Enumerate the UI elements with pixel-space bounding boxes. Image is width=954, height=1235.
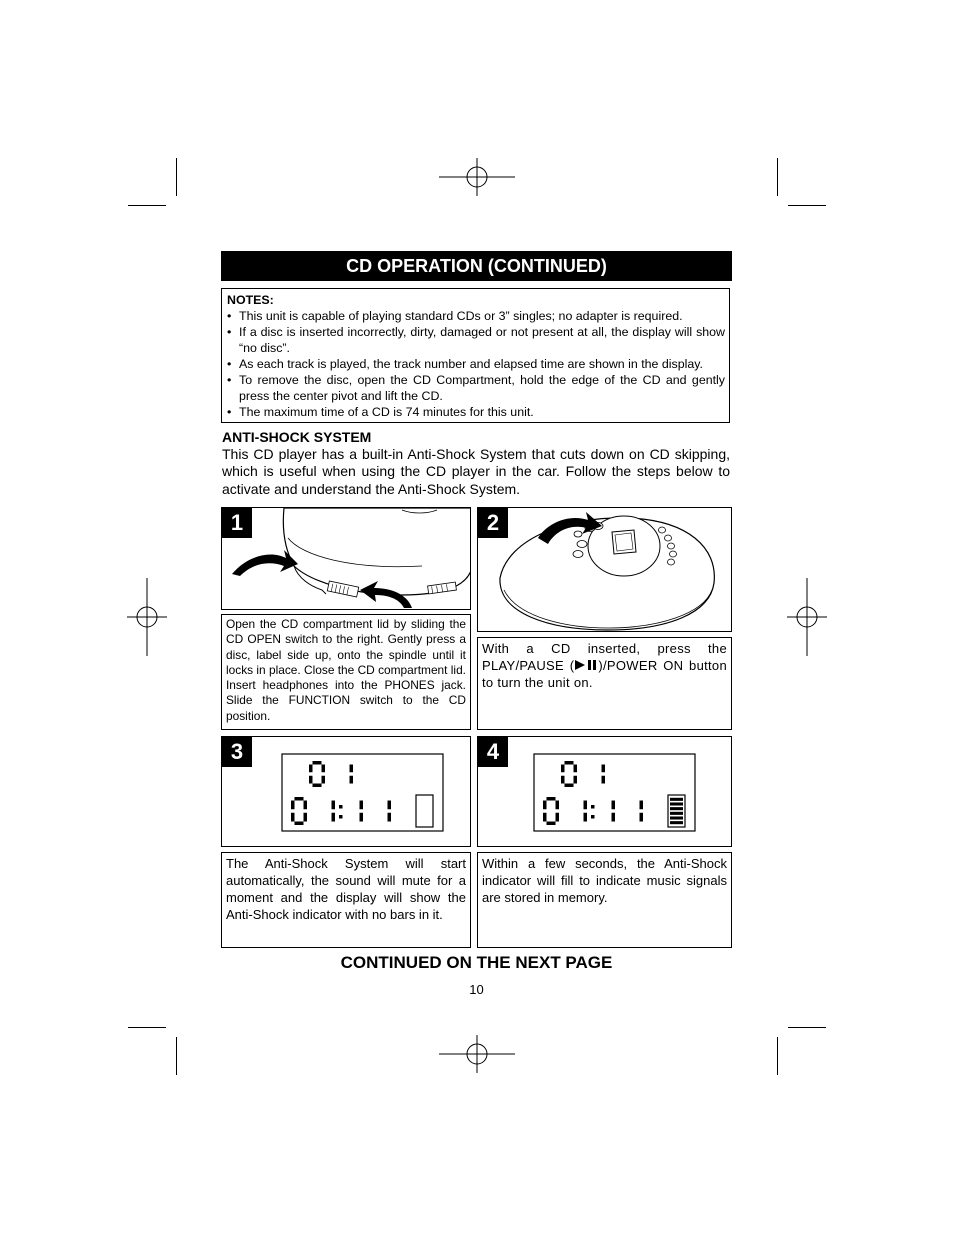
crop-mark xyxy=(176,1037,177,1075)
lcd-segment xyxy=(640,813,644,822)
anti-shock-bar xyxy=(670,798,683,801)
note-item: • The maximum time of a CD is 74 minutes for this unit. xyxy=(227,404,725,420)
play-pause-icon xyxy=(574,659,598,671)
crop-mark xyxy=(777,158,778,196)
lcd-segment xyxy=(565,784,574,788)
anti-shock-bar xyxy=(670,812,683,815)
lcd-segment xyxy=(388,801,392,810)
step-4-caption-text: Within a few seconds, the Anti-Shock indicator will fill to indicate music signals are stored in memory. xyxy=(482,856,727,905)
lcd-segment xyxy=(561,776,565,784)
lcd-segment xyxy=(556,813,560,822)
step-2-illustration xyxy=(477,507,732,632)
step-number-badge: 1 xyxy=(222,508,252,538)
step-1-caption-text: Open the CD compartment lid by sliding the CD OPEN switch to the right. Gently press a disc, label side up, onto the spindle until it locks in place. Close the CD compartment lid. Insert headphones into the PHONES jack. Slide the FUNCTION switch to the CD position. xyxy=(226,617,466,723)
lcd-segment xyxy=(640,801,644,810)
crop-mark xyxy=(777,1037,778,1075)
lcd-segment xyxy=(313,784,322,788)
lcd-colon-dot xyxy=(339,815,343,819)
step-3-caption xyxy=(221,852,471,948)
lcd-segment xyxy=(561,765,565,773)
step-4-illustration xyxy=(477,736,732,847)
page-number: 10 xyxy=(469,982,484,997)
registration-mark-icon xyxy=(437,158,517,198)
lcd-segment xyxy=(602,765,606,773)
note-item: • As each track is played, the track number and elapsed time are shown in the display. xyxy=(227,356,725,372)
step-number-badge: 2 xyxy=(478,508,508,538)
crop-mark xyxy=(176,158,177,196)
anti-shock-bar xyxy=(670,802,683,805)
lcd-segment xyxy=(309,776,313,784)
lcd-segment xyxy=(612,801,616,810)
step-1-illustration xyxy=(221,507,471,610)
lcd-segment xyxy=(322,765,326,773)
section-header-title: CD OPERATION (CONTINUED) xyxy=(346,255,607,276)
lcd-segment xyxy=(388,813,392,822)
lcd-segment xyxy=(574,776,578,784)
registration-mark-icon xyxy=(787,578,827,656)
lcd-segment xyxy=(295,822,304,826)
cd-player-top-illustration xyxy=(478,508,732,632)
lcd-segment xyxy=(350,776,354,784)
anti-shock-bar xyxy=(670,807,683,810)
lcd-segment xyxy=(543,801,547,810)
lcd-segment xyxy=(313,761,322,765)
crop-mark xyxy=(128,1027,166,1028)
notes-box xyxy=(221,288,730,423)
lcd-segment xyxy=(322,776,326,784)
lcd-display xyxy=(281,753,445,833)
step-3-caption-text: The Anti-Shock System will start automatically, the sound will mute for a moment and the display will show the Anti-Shock indicator with no bars in it. xyxy=(226,856,466,922)
lcd-colon-dot xyxy=(591,805,595,809)
lcd-segment xyxy=(574,765,578,773)
lcd-segment xyxy=(584,813,588,822)
cd-player-side-illustration xyxy=(222,508,471,610)
lcd-segment xyxy=(291,801,295,810)
lcd-colon-dot xyxy=(339,805,343,809)
lcd-colon-dot xyxy=(591,815,595,819)
step-2-caption-text-before: With a CD inserted, press the PLAY/PAUSE ( xyxy=(482,641,727,673)
anti-shock-bar xyxy=(670,821,683,824)
step-3-illustration xyxy=(221,736,471,847)
anti-shock-bar xyxy=(670,816,683,819)
step-number-badge: 3 xyxy=(222,737,252,767)
lcd-segment xyxy=(304,801,308,810)
notes-list xyxy=(227,308,725,420)
registration-mark-icon xyxy=(127,578,167,656)
section-header xyxy=(221,251,732,281)
step-1-caption xyxy=(221,614,471,730)
lcd-segment xyxy=(547,822,556,826)
lcd-segment xyxy=(332,801,336,810)
lcd-segment xyxy=(295,797,304,801)
crop-mark xyxy=(788,205,826,206)
lcd-segment xyxy=(547,797,556,801)
step-4-caption xyxy=(477,852,732,948)
note-item: • This unit is capable of playing standard CDs or 3” singles; no adapter is required. xyxy=(227,308,725,324)
notes-title: NOTES: xyxy=(227,293,274,307)
lcd-segment xyxy=(556,801,560,810)
crop-mark xyxy=(788,1027,826,1028)
lcd-display xyxy=(533,753,697,833)
lcd-segment xyxy=(584,801,588,810)
lcd-segment xyxy=(332,813,336,822)
lcd-segment xyxy=(543,813,547,822)
lcd-segment xyxy=(360,801,364,810)
crop-mark xyxy=(128,205,166,206)
step-2-caption xyxy=(477,637,732,730)
note-item: • To remove the disc, open the CD Compartment, hold the edge of the CD and gently press the center pivot and lift the CD. xyxy=(227,372,725,404)
lcd-segment xyxy=(612,813,616,822)
lcd-segment xyxy=(350,765,354,773)
lcd-segment xyxy=(360,813,364,822)
lcd-segment xyxy=(602,776,606,784)
note-item: • If a disc is inserted incorrectly, dirty, damaged or not present at all, the display will show “no disc”. xyxy=(227,324,725,356)
anti-shock-body: This CD player has a built-in Anti-Shock System that cuts down on CD skipping, which is useful when using the CD player in the car. Follow the steps below to activate and understand the Anti-Shock System. xyxy=(222,446,730,497)
lcd-segment xyxy=(291,813,295,822)
registration-mark-icon xyxy=(437,1035,517,1075)
anti-shock-title: ANTI-SHOCK SYSTEM xyxy=(222,429,372,445)
continued-notice: CONTINUED ON THE NEXT PAGE xyxy=(340,953,613,972)
step-number-badge: 4 xyxy=(478,737,508,767)
lcd-segment xyxy=(309,765,313,773)
step-2-caption-text-after: )/POWER ON button to turn the unit on. xyxy=(482,658,727,690)
lcd-segment xyxy=(565,761,574,765)
lcd-segment xyxy=(304,813,308,822)
